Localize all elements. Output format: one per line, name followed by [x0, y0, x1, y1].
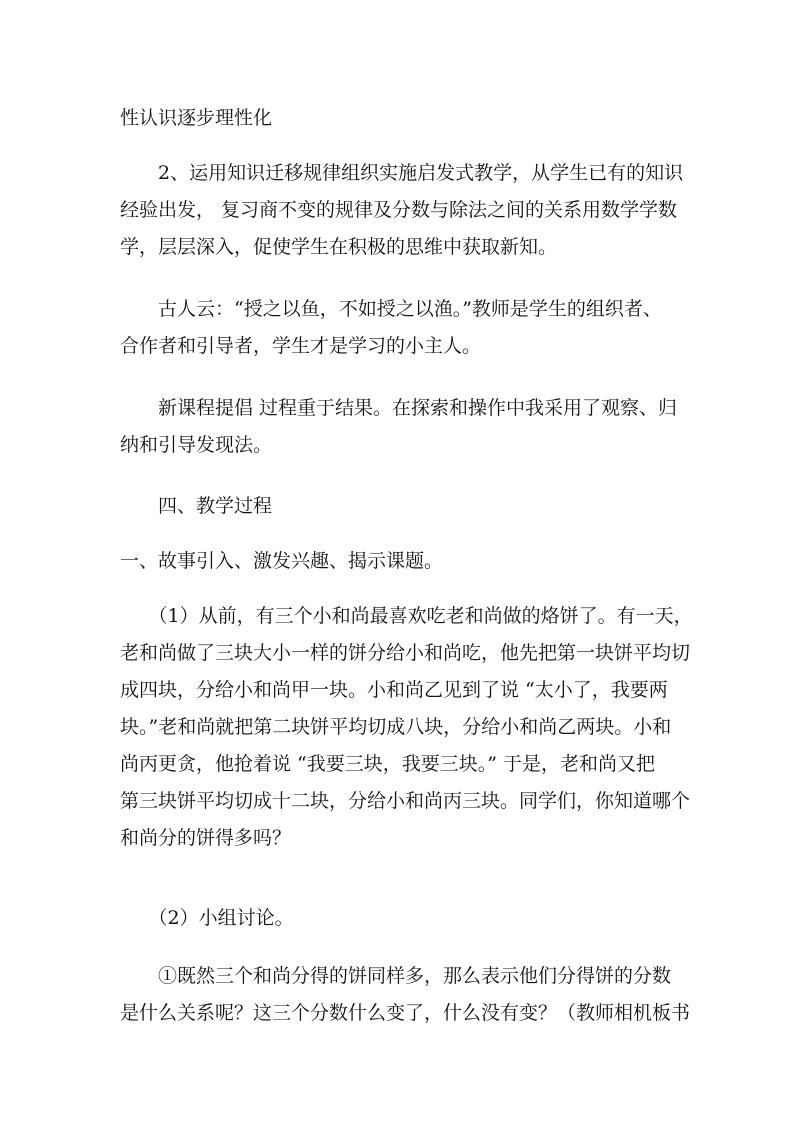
- text-line: 老和尚做了三块大小一样的饼分给小和尚吃，他先把第一块饼平均切: [120, 642, 691, 664]
- text-line: 是什么关系呢？这三个分数什么变了，什么没有变？（教师相机板书: [120, 1002, 691, 1024]
- text-line: 成四块，分给小和尚甲一块。小和尚乙见到了说 “太小了，我要两: [120, 679, 668, 701]
- paragraph-continuation: [120, 100, 676, 137]
- paragraph-curriculum: [120, 390, 676, 464]
- subsection-heading-story: [120, 543, 676, 580]
- text-line: 第三块饼平均切成十二块，分给小和尚丙三块。同学们，你知道哪个: [120, 790, 691, 812]
- paragraph-group-discussion: [120, 900, 676, 937]
- text-line: 合作者和引导者，学生才是学习的小主人。: [120, 335, 482, 357]
- text-line: （2）小组讨论。: [120, 907, 294, 929]
- text-line: 和尚分的饼得多吗？: [120, 827, 292, 849]
- text-line: 纳和引导发现法。: [120, 434, 273, 456]
- text-line: 学，层层深入，促使学生在积极的思维中获取新知。: [120, 236, 558, 258]
- text-line: 性认识逐步理性化: [120, 107, 273, 129]
- section-heading-teaching-process: [120, 488, 676, 525]
- text-line: 块。”老和尚就把第二块饼平均切成八块，分给小和尚乙两块。小和: [120, 716, 672, 738]
- text-line: 古人云：“授之以鱼，不如授之以渔。”教师是学生的组织者、: [120, 298, 662, 320]
- text-line: 一、故事引入、激发兴趣、揭示课题。: [120, 550, 444, 572]
- paragraph-quote: [120, 291, 676, 365]
- text-line: 尚丙更贪，他抢着说 “我要三块，我要三块。” 于是，老和尚又把: [120, 753, 656, 775]
- paragraph-item-2: [120, 155, 684, 266]
- paragraph-question: [120, 958, 691, 1032]
- text-line: （1）从前，有三个小和尚最喜欢吃老和尚做的烙饼了。有一天，: [120, 605, 693, 627]
- text-line: 经验出发， 复习商不变的规律及分数与除法之间的关系用数学学数: [120, 199, 678, 221]
- paragraph-story: [120, 598, 693, 857]
- text-line: 新课程提倡 过程重于结果。在探索和操作中我采用了观察、归: [120, 397, 678, 419]
- text-line: 四、教学过程: [120, 495, 273, 517]
- text-line: ①既然三个和尚分得的饼同样多，那么表示他们分得饼的分数: [120, 965, 672, 987]
- text-line: 2、运用知识迁移规律组织实施启发式教学，从学生已有的知识: [120, 162, 684, 184]
